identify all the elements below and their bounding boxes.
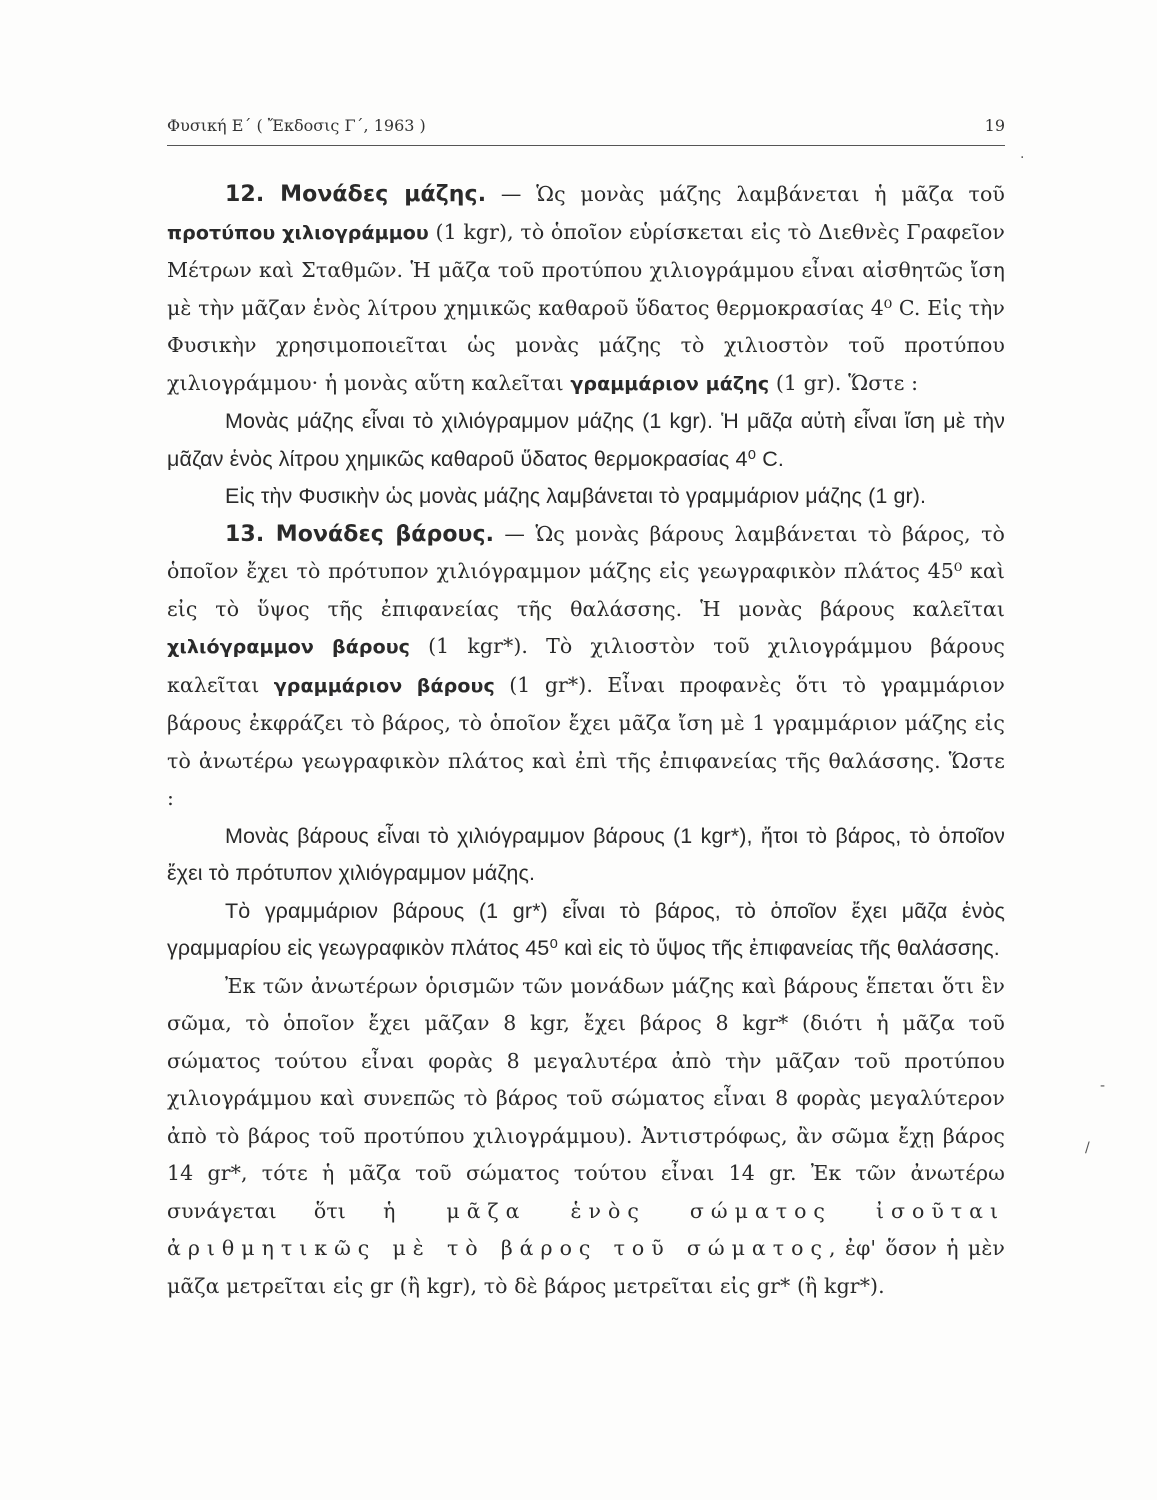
term-gram-weight: γραμμάριον βάρους [273, 674, 495, 697]
mass-weight-relation-paragraph [167, 968, 1005, 1306]
margin-dash: - [1100, 1078, 1106, 1094]
section-12-text-b: (1 kgr), τὸ ὁποῖον εὑρίσκεται εἰς τὸ Διεθνὲς Γραφεῖον Μέτρων καὶ Σταθμῶν. Ἡ μᾶζα τοῦ προτύπου χιλιογράμμου εἶναι αἰσθητῶς ἴση μὲ τὴν μᾶζαν ἑνὸς λίτρου χημικῶς καθαροῦ ὕδατος θερμοκρασίας 4⁰ C. Εἰς τὴν Φυσικὴν χρησιμοποιεῖται ὡς μονὰς μάζης τὸ χιλιοστὸν τοῦ προτύπου χιλιογράμμου· ἡ μονὰς αὕτη καλεῖται [167, 219, 1005, 395]
term-standard-kilogram: προτύπου χιλιογράμμου [167, 221, 429, 244]
page-body [167, 176, 1005, 1305]
term-gram-mass: γραμμάριον μάζης [570, 372, 770, 395]
margin-dot: · [1020, 150, 1025, 166]
gram-weight-statement: Τὸ γραμμάριον βάρους (1 gr*) εἶναι τὸ βάρος, τὸ ὁποῖον ἔχει μᾶζα ἑνὸς γραμμαρίου εἰς γεωγραφικὸν πλάτος 45⁰ καὶ εἰς τὸ ὕψος τῆς ἐπιφανείας τῆς θαλάσσης. [167, 898, 1005, 960]
weight-unit-statement: Μονὰς βάρους εἶναι τὸ χιλιόγραμμον βάρους (1 kgr*), ἤτοι τὸ βάρος, τὸ ὁποῖον ἔχει τὸ πρότυπον χιλιόγραμμον μάζης. [167, 823, 1005, 885]
running-title: Φυσική Ε΄ ( Ἔκδοσις Γ΄, 1963 ) [167, 116, 426, 135]
relation-text-b: , ἐφ' ὅσον ἡ μὲν μᾶζα μετρεῖται εἰς gr (ἢ kgr), τὸ δὲ βάρος μετρεῖται εἰς gr* (ἢ kgr*). [167, 1236, 1005, 1298]
term-kilogram-weight: χιλιόγραμμον βάρους [167, 636, 411, 658]
margin-slash: / [1085, 1140, 1090, 1156]
section-13-text-a: — Ὡς μονὰς βάρους λαμβάνεται τὸ βάρος, τὸ ὁποῖον ἔχει τὸ πρότυπον χιλιόγραμμον μάζης εἰς γεωγραφικὸν πλάτος 45⁰ καὶ εἰς τὸ ὕψος τῆς ἐπιφανείας τῆς θαλάσσης. Ἡ μονὰς βάρους καλεῖται [167, 521, 1005, 621]
page-number: 19 [984, 116, 1005, 135]
mass-unit-statement: Μονὰς μάζης εἶναι τὸ χιλιόγραμμον μάζης (1 kgr). Ἡ μᾶζα αὐτὴ εἶναι ἴση μὲ τὴν μᾶζαν ἑνὸς λίτρου χημικῶς καθαροῦ ὕδατος θερμοκρασίας 4⁰ C. [167, 409, 1005, 471]
section-12-paragraph [167, 176, 1005, 403]
section-12-text-a: — Ὡς μονὰς μάζης λαμβάνεται ἡ μᾶζα τοῦ [486, 182, 1005, 206]
section-13-text-b: (1 kgr*). Τὸ χιλιοστὸν τοῦ χιλιογράμμου βάρους καλεῖται [167, 634, 1006, 697]
section-12-text-c: (1 gr). Ὥστε : [769, 370, 919, 395]
section-13-paragraph [167, 516, 1005, 818]
gram-mass-statement: Εἰς τὴν Φυσικὴν ὡς μονὰς μάζης λαμβάνεται τὸ γραμμάριον μάζης (1 gr). [225, 484, 927, 508]
section-13-heading: 13. Μονάδες βάρους. [225, 521, 495, 547]
section-13-text-c: (1 gr*). Εἶναι προφανὲς ὅτι τὸ γραμμάριον βάρους ἐκφράζει τὸ βάρος, τὸ ὁποῖον ἔχει μᾶζα ἴση μὲ 1 γραμμάριον μάζης εἰς τὸ ἀνωτέρω γεωγραφικὸν πλάτος καὶ ἐπὶ τῆς ἐπιφανείας τῆς θαλάσσης. Ὥστε : [167, 672, 1005, 810]
running-header [167, 116, 1005, 144]
relation-text-a: Ἐκ τῶν ἀνωτέρων ὁρισμῶν τῶν μονάδων μάζης καὶ βάρους ἕπεται ὅτι ἓν σῶμα, τὸ ὁποῖον ἔχει μᾶζαν 8 kgr, ἔχει βάρος 8 kgr* (διότι ἡ μᾶζα τοῦ σώματος τούτου εἶναι φορὰς 8 μεγαλυτέρα ἀπὸ τὴν μᾶζαν τοῦ προτύπου χιλιογράμμου καὶ συνεπῶς τὸ βάρος τοῦ σώματος εἶναι 8 φορὰς μεγαλύτερον ἀπὸ τὸ βάρος τοῦ προτύπου χιλιογράμμου). Ἀντιστρόφως, ἂν σῶμα ἔχῃ βάρος 14 gr*, τότε ἡ μᾶζα τοῦ σώματος τούτου εἶναι 14 gr. Ἐκ τῶν ἀνωτέρω συνάγεται ὅτι [167, 973, 1005, 1223]
header-rule [167, 145, 1005, 146]
section-12-heading: 12. Μονάδες μάζης. [225, 182, 487, 207]
relation-emphasis: ἡ μᾶζα ἑνὸς σώματος ἰσοῦται ἀριθμητικῶς μὲ τὸ βάρος τοῦ σώματος [167, 1198, 1005, 1260]
